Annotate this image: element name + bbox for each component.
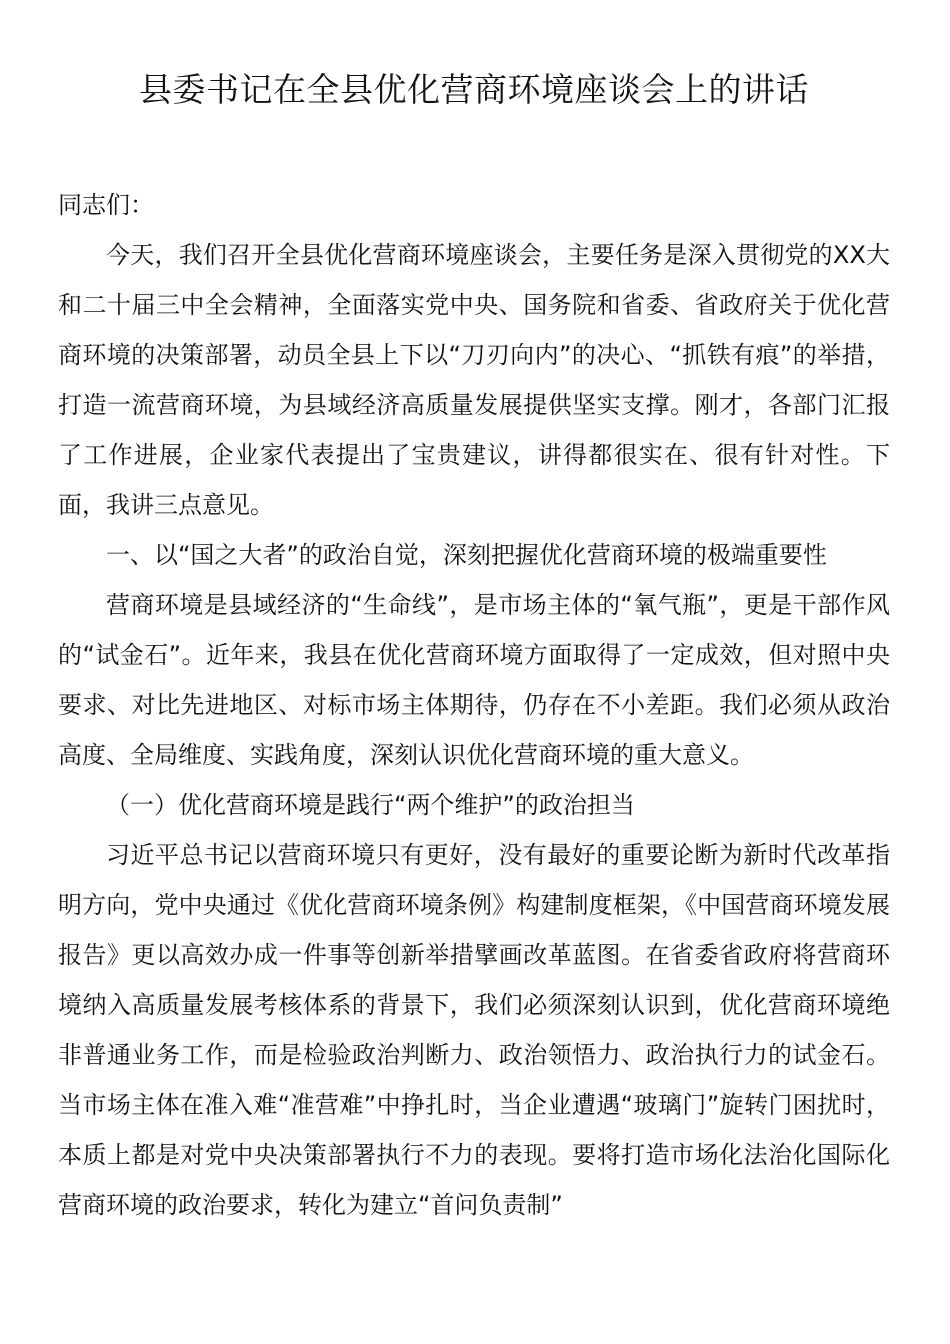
salutation: 同志们： bbox=[58, 191, 154, 219]
paragraph-section-1: 营商环境是县域经济的“生命线”，是市场主体的“氧气瓶”，更是干部作风的“试金石”。近年来，我县在优化营商环境方面取得了一定成效，但对照中央要求、对比先进地区、对标市场主体期待，仍存在不小差距。我们必须从政治高度、全局维度、实践角度，深刻认识优化营商环境的重大意义。 bbox=[58, 591, 890, 769]
section-heading-1: 一、以“国之大者”的政治自觉，深刻把握优化营商环境的极端重要性 bbox=[106, 541, 827, 569]
document-page bbox=[58, 60, 890, 1230]
paragraph-intro: 今天，我们召开全县优化营商环境座谈会，主要任务是深入贯彻党的XX大和二十届三中全会精神，全面落实党中央、国务院和省委、省政府关于优化营商环境的决策部署，动员全县上下以“刀刃向内”的决心、“抓铁有痕”的举措，打造一流营商环境，为县域经济高质量发展提供坚实支撑。刚才，各部门汇报了工作进展，企业家代表提出了宝贵建议，讲得都很实在、很有针对性。下面，我讲三点意见。 bbox=[58, 241, 890, 519]
document-title: 县委书记在全县优化营商环境座谈会上的讲话 bbox=[139, 70, 809, 109]
paragraph-subsection-1: 习近平总书记以营商环境只有更好，没有最好的重要论断为新时代改革指明方向，党中央通过《优化营商环境条例》构建制度框架，《中国营商环境发展报告》更以高效办成一件事等创新举措擘画改革蓝图。在省委省政府将营商环境纳入高质量发展考核体系的背景下，我们必须深刻认识到，优化营商环境绝非普通业务工作，而是检验政治判断力、政治领悟力、政治执行力的试金石。当市场主体在准入难“准营难”中挣扎时，当企业遭遇“玻璃门”旋转门困扰时，本质上都是对党中央决策部署执行不力的表现。要将打造市场化法治化国际化营商环境的政治要求，转化为建立“首问负责制” bbox=[58, 841, 890, 1219]
subsection-heading-1: （一）优化营商环境是践行“两个维护”的政治担当 bbox=[106, 791, 635, 819]
